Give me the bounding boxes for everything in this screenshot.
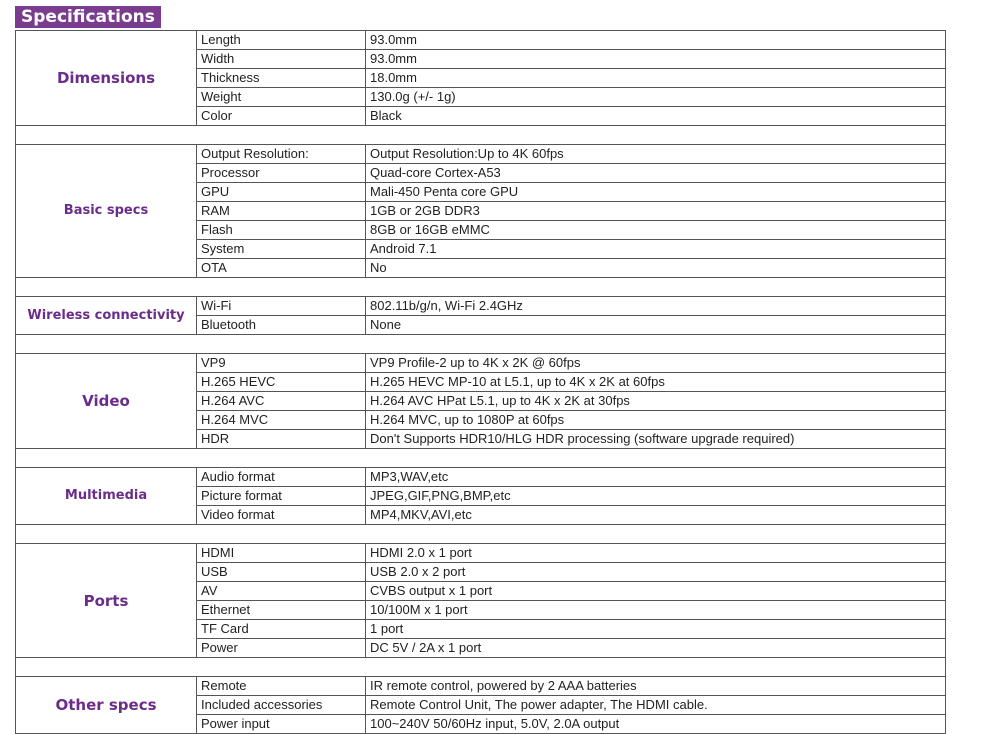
spec-label: Thickness bbox=[197, 69, 366, 88]
spec-value: 18.0mm bbox=[366, 69, 946, 88]
spec-label: Processor bbox=[197, 164, 366, 183]
spec-row bbox=[16, 145, 946, 164]
group-separator-row bbox=[16, 525, 946, 544]
spec-value: Don't Supports HDR10/HLG HDR processing (software upgrade required) bbox=[366, 430, 946, 449]
spec-value: H.265 HEVC MP-10 at L5.1, up to 4K x 2K at 60fps bbox=[366, 373, 946, 392]
page-title: Specifications bbox=[15, 6, 161, 28]
spec-label: Output Resolution: bbox=[197, 145, 366, 164]
spec-label: TF Card bbox=[197, 620, 366, 639]
spec-label: Audio format bbox=[197, 468, 366, 487]
spec-row bbox=[16, 544, 946, 563]
spec-label: Remote bbox=[197, 677, 366, 696]
spec-label: Bluetooth bbox=[197, 316, 366, 335]
spec-label: AV bbox=[197, 582, 366, 601]
group-separator bbox=[16, 335, 946, 354]
spec-label: H.264 AVC bbox=[197, 392, 366, 411]
spec-row bbox=[16, 468, 946, 487]
spec-row bbox=[16, 31, 946, 50]
spec-value: 8GB or 16GB eMMC bbox=[366, 221, 946, 240]
spec-label: HDMI bbox=[197, 544, 366, 563]
category-label: Basic specs bbox=[16, 145, 197, 278]
spec-label: Length bbox=[197, 31, 366, 50]
spec-label: Color bbox=[197, 107, 366, 126]
spec-row bbox=[16, 297, 946, 316]
spec-value: JPEG,GIF,PNG,BMP,etc bbox=[366, 487, 946, 506]
spec-label: Flash bbox=[197, 221, 366, 240]
spec-label: Width bbox=[197, 50, 366, 69]
spec-value: 802.11b/g/n, Wi-Fi 2.4GHz bbox=[366, 297, 946, 316]
group-separator bbox=[16, 658, 946, 677]
spec-value: MP3,WAV,etc bbox=[366, 468, 946, 487]
spec-label: H.264 MVC bbox=[197, 411, 366, 430]
spec-row bbox=[16, 354, 946, 373]
spec-label: Power input bbox=[197, 715, 366, 734]
group-separator-row bbox=[16, 335, 946, 354]
spec-value: 1GB or 2GB DDR3 bbox=[366, 202, 946, 221]
group-separator bbox=[16, 278, 946, 297]
spec-label: Power bbox=[197, 639, 366, 658]
group-separator bbox=[16, 525, 946, 544]
group-separator-row bbox=[16, 658, 946, 677]
spec-value: 100~240V 50/60Hz input, 5.0V, 2.0A output bbox=[366, 715, 946, 734]
spec-value: CVBS output x 1 port bbox=[366, 582, 946, 601]
group-separator bbox=[16, 126, 946, 145]
group-separator-row bbox=[16, 126, 946, 145]
spec-label: Picture format bbox=[197, 487, 366, 506]
category-label: Other specs bbox=[16, 677, 197, 734]
spec-label: HDR bbox=[197, 430, 366, 449]
spec-label: RAM bbox=[197, 202, 366, 221]
spec-label: Video format bbox=[197, 506, 366, 525]
group-separator bbox=[16, 449, 946, 468]
spec-label: GPU bbox=[197, 183, 366, 202]
spec-value: 10/100M x 1 port bbox=[366, 601, 946, 620]
spec-label: VP9 bbox=[197, 354, 366, 373]
spec-value: DC 5V / 2A x 1 port bbox=[366, 639, 946, 658]
spec-value: Remote Control Unit, The power adapter, The HDMI cable. bbox=[366, 696, 946, 715]
spec-value: Android 7.1 bbox=[366, 240, 946, 259]
spec-value: MP4,MKV,AVI,etc bbox=[366, 506, 946, 525]
spec-value: VP9 Profile-2 up to 4K x 2K @ 60fps bbox=[366, 354, 946, 373]
spec-label: OTA bbox=[197, 259, 366, 278]
spec-label: Ethernet bbox=[197, 601, 366, 620]
spec-label: H.265 HEVC bbox=[197, 373, 366, 392]
spec-value: USB 2.0 x 2 port bbox=[366, 563, 946, 582]
spec-label: Wi-Fi bbox=[197, 297, 366, 316]
specifications-table-body bbox=[16, 31, 946, 734]
spec-row bbox=[16, 677, 946, 696]
category-label: Wireless connectivity bbox=[16, 297, 197, 335]
spec-value: No bbox=[366, 259, 946, 278]
spec-value: Quad-core Cortex-A53 bbox=[366, 164, 946, 183]
spec-value: 93.0mm bbox=[366, 50, 946, 69]
spec-value: Mali-450 Penta core GPU bbox=[366, 183, 946, 202]
spec-value: 1 port bbox=[366, 620, 946, 639]
specifications-table bbox=[15, 30, 946, 734]
category-label: Multimedia bbox=[16, 468, 197, 525]
spec-value: H.264 MVC, up to 1080P at 60fps bbox=[366, 411, 946, 430]
category-label: Ports bbox=[16, 544, 197, 658]
category-label: Video bbox=[16, 354, 197, 449]
spec-value: IR remote control, powered by 2 AAA batteries bbox=[366, 677, 946, 696]
group-separator-row bbox=[16, 449, 946, 468]
spec-label: Included accessories bbox=[197, 696, 366, 715]
spec-value: Output Resolution:Up to 4K 60fps bbox=[366, 145, 946, 164]
spec-label: USB bbox=[197, 563, 366, 582]
spec-label: Weight bbox=[197, 88, 366, 107]
spec-value: 130.0g (+/- 1g) bbox=[366, 88, 946, 107]
spec-value: Black bbox=[366, 107, 946, 126]
spec-value: HDMI 2.0 x 1 port bbox=[366, 544, 946, 563]
group-separator-row bbox=[16, 278, 946, 297]
spec-label: System bbox=[197, 240, 366, 259]
spec-value: 93.0mm bbox=[366, 31, 946, 50]
spec-value: H.264 AVC HPat L5.1, up to 4K x 2K at 30fps bbox=[366, 392, 946, 411]
category-label: Dimensions bbox=[16, 31, 197, 126]
spec-value: None bbox=[366, 316, 946, 335]
